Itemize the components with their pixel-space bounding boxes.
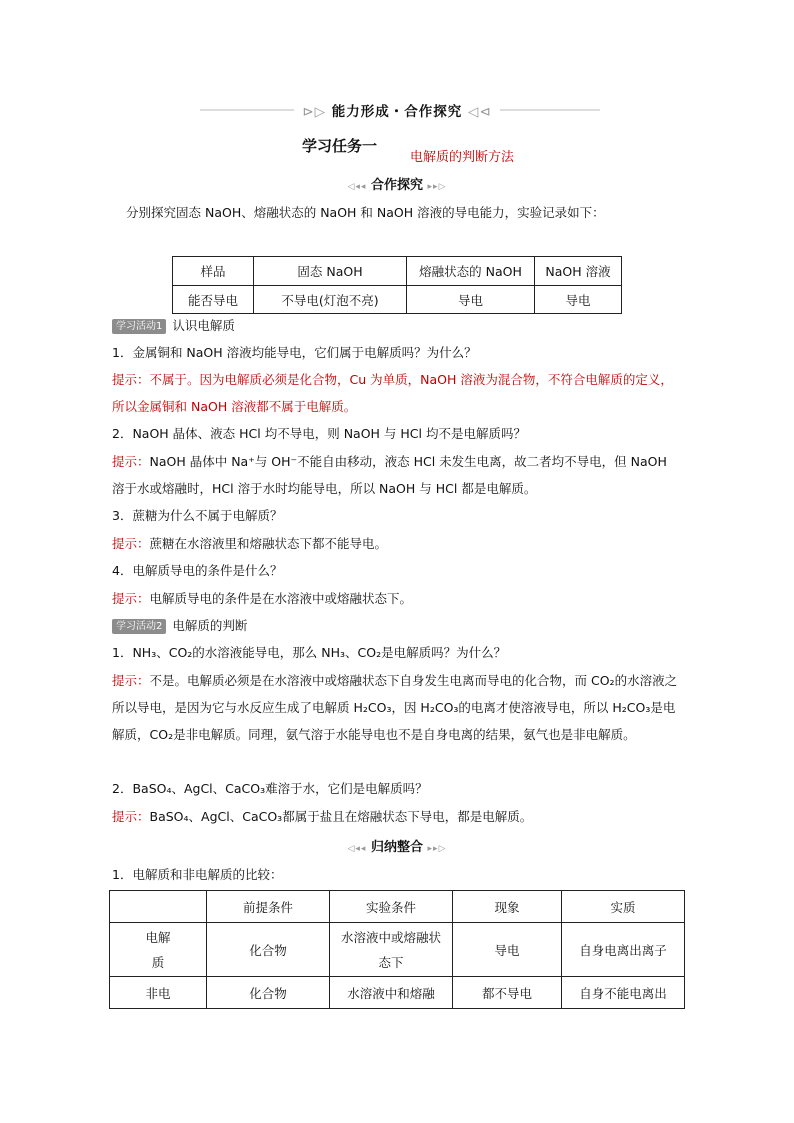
conductivity-table (172, 256, 622, 314)
answer-3: 提示：蔗糖在水溶液里和熔融状态下都不能导电。 (112, 536, 388, 551)
task-name: 电解质的判断方法 (410, 150, 515, 165)
answer-4: 提示：电解质导电的条件是在水溶液中或熔融状态下。 (112, 591, 413, 606)
section-heading-summary: ◁◂◂ 归纳整合 ▸▸▷ (347, 840, 447, 855)
answer-5: 提示：不是。电解质必须是在水溶液中或熔融状态下自身发生电离而导电的化合物，而 CO₂的水溶液之所以导电，是因为它与水反应生成了电解质 H₂CO₃，因 H₂CO₃的电离才使溶液导电，所以 H₂CO₃是电解质，CO₂是非电解质。同理，氨气溶于水能导电也不是自身电离的结果，氨气也是非电解质。 (112, 673, 678, 742)
table-cell: 导电 (407, 286, 535, 314)
intro-text: 分别探究固态 NaOH、熔融状态的 NaOH 和 NaOH 溶液的导电能力，实验记录如下： (126, 205, 605, 220)
table-cell: 样品 (173, 257, 254, 286)
table-cell: 导电 (453, 923, 562, 977)
table-cell: 自身不能电离出 (562, 977, 685, 1009)
table-cell: 实质 (562, 891, 685, 923)
table-cell: 自身电离出离子 (562, 923, 685, 977)
table-cell: 都不导电 (453, 977, 562, 1009)
compare-table (109, 890, 685, 1009)
banner-title: 能力形成・合作探究 (331, 104, 463, 120)
table-cell: 前提条件 (207, 891, 330, 923)
answer-6: 提示：BaSO₄、AgCl、CaCO₃都属于盐且在熔融状态下导电，都是电解质。 (112, 809, 533, 824)
activity-tag: 学习活动1 (112, 319, 166, 334)
activity-tag: 学习活动2 (112, 619, 166, 634)
table-cell: NaOH 溶液 (535, 257, 622, 286)
section-heading-explore: ◁◂◂ 合作探究 ▸▸▷ (347, 178, 447, 193)
table-cell: 非电 (110, 977, 207, 1009)
table-cell: 现象 (453, 891, 562, 923)
question-5: 1．NH₃、CO₂的水溶液能导电，那么 NH₃、CO₂是电解质吗？为什么？ (112, 645, 507, 660)
table-cell: 能否导电 (173, 286, 254, 314)
question-6: 2．BaSO₄、AgCl、CaCO₃难溶于水，它们是电解质吗？ (112, 781, 428, 796)
table-cell: 熔融状态的 NaOH (407, 257, 535, 286)
table-cell: 电解质 (110, 923, 207, 977)
table-cell: 水溶液中和熔融 (330, 977, 453, 1009)
question-3: 3．蔗糖为什么不属于电解质？ (112, 508, 283, 523)
table-cell: 导电 (535, 286, 622, 314)
question-4: 4．电解质导电的条件是什么？ (112, 563, 283, 578)
question-2: 2．NaOH 晶体、液态 HCl 均不导电，则 NaOH 与 HCl 均不是电解质吗？ (112, 426, 526, 441)
answer-1: 提示：不属于。因为电解质必须是化合物，Cu 为单质，NaOH 溶液为混合物，不符合电解质的定义，所以金属铜和 NaOH 溶液都不属于电解质。 (112, 372, 673, 414)
answer-2: 提示：NaOH 晶体中 Na⁺与 OH⁻不能自由移动，液态 HCl 未发生电离，故二者均不导电，但 NaOH 溶于水或熔融时，HCl 溶于水时均能导电，所以 NaOH 与 HCl 都是电解质。 (112, 454, 667, 496)
table-cell: 固态 NaOH (254, 257, 407, 286)
table-cell (110, 891, 207, 923)
question-1: 1．金属铜和 NaOH 溶液均能导电，它们属于电解质吗？为什么？ (112, 345, 477, 360)
table-cell: 实验条件 (330, 891, 453, 923)
activity2-heading: 学习活动2 电解质的判断 (112, 612, 682, 639)
activity1-heading: 学习活动1 认识电解质 (112, 312, 682, 339)
table-cell: 水溶液中或熔融状态下 (330, 923, 453, 977)
table-cell: 化合物 (207, 923, 330, 977)
table-cell: 化合物 (207, 977, 330, 1009)
compare-title: 1．电解质和非电解质的比较： (112, 867, 283, 882)
section-banner: ⊳▷ 能力形成・合作探究 ◁⊲ (0, 100, 794, 120)
table-cell: 不导电(灯泡不亮) (254, 286, 407, 314)
task-number: 学习任务一 (302, 137, 378, 155)
